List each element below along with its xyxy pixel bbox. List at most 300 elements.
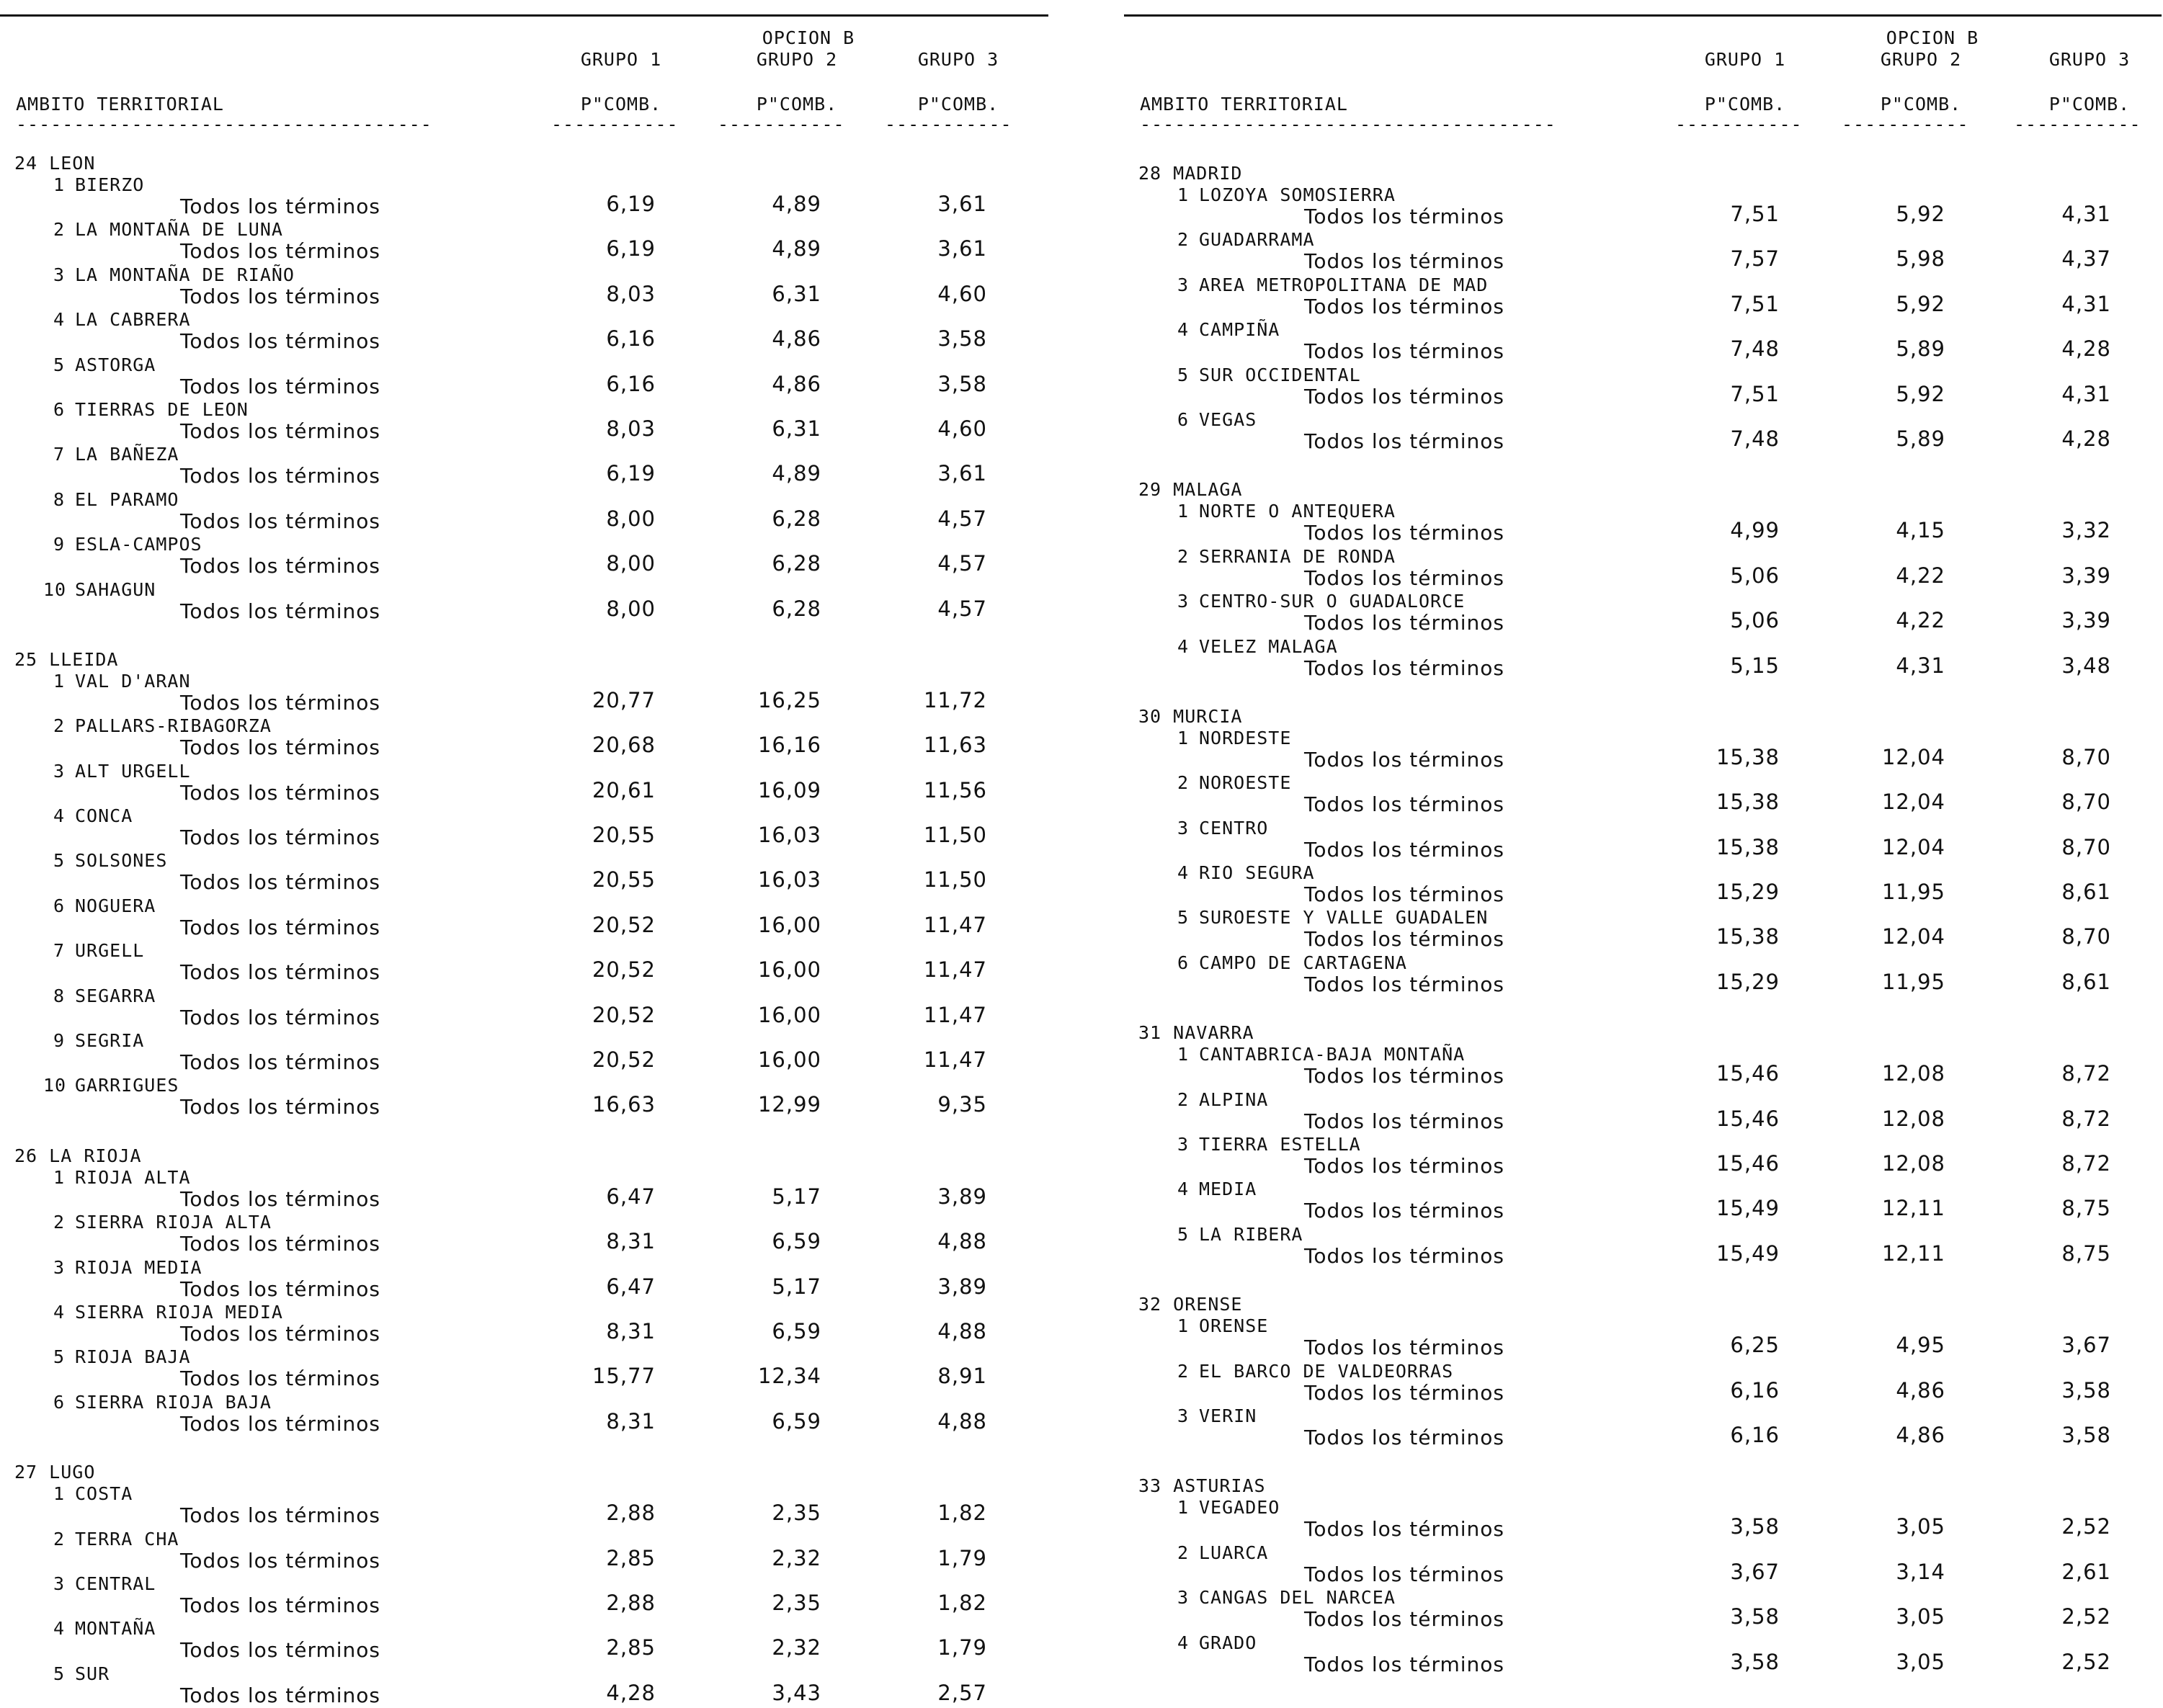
group1-value: 15,77 (592, 1364, 656, 1389)
district-number: 3 (53, 760, 65, 782)
district-row (0, 1346, 1052, 1391)
group1-value: 8,00 (606, 551, 656, 576)
term-label: Todos los términos (180, 195, 381, 218)
district-number: 7 (53, 444, 65, 465)
group2-value: 5,17 (772, 1274, 821, 1299)
province-spacer (0, 1436, 1052, 1462)
district-name: NORTE O ANTEQUERA (1199, 501, 1396, 522)
group3-value: 4,57 (937, 506, 987, 531)
district-number: 5 (53, 850, 65, 872)
district-label (43, 489, 179, 510)
district-number: 3 (1177, 1134, 1189, 1155)
group2-value: 12,08 (1881, 1151, 1945, 1176)
group2-value: 2,35 (772, 1501, 821, 1526)
group3-value: 2,61 (2061, 1559, 2111, 1584)
province-heading (0, 1145, 1052, 1167)
group3-value: 8,61 (2061, 880, 2111, 905)
district-name: MONTAÑA (75, 1618, 156, 1640)
district-label (43, 761, 191, 782)
district-name: SIERRA RIOJA ALTA (75, 1212, 272, 1233)
term-label: Todos los términos (180, 1548, 381, 1573)
district-label (1167, 1632, 1257, 1653)
district-name: GRADO (1199, 1632, 1257, 1653)
district-row (0, 985, 1052, 1030)
term-label: Todos los términos (1304, 792, 1505, 817)
group3-underline: ----------- (885, 114, 1012, 135)
group3-value: 8,75 (2061, 1196, 2111, 1221)
province-name: LA RIOJA (49, 1145, 142, 1166)
group2-value: 3,05 (1896, 1649, 1945, 1674)
right-column (1124, 0, 2163, 1690)
province-spacer (1124, 997, 2163, 1022)
group2-value: 4,95 (1896, 1333, 1945, 1358)
district-number: 5 (1177, 364, 1189, 385)
group1-value: 8,00 (606, 596, 656, 621)
district-row (1124, 728, 2163, 772)
district-number: 9 (53, 534, 65, 555)
group3-value: 4,28 (2061, 426, 2111, 451)
term-label: Todos los términos (180, 1503, 381, 1528)
group1-value: 15,38 (1716, 924, 1780, 949)
group2-value: 6,31 (772, 416, 821, 441)
district-name: SUR (75, 1663, 110, 1684)
province-spacer (0, 1120, 1052, 1145)
district-label (43, 1618, 156, 1639)
district-label (1167, 591, 1465, 612)
group2-value: 5,98 (1896, 246, 1945, 272)
group3-value: 1,79 (937, 1545, 987, 1570)
group3-value: 1,82 (937, 1501, 987, 1526)
group2-value: 3,43 (772, 1680, 821, 1705)
term-label: Todos los términos (180, 780, 381, 805)
term-label: Todos los términos (1304, 339, 1505, 364)
term-label: Todos los términos (180, 1005, 381, 1029)
district-row (0, 219, 1052, 264)
group2-value: 4,89 (772, 236, 821, 261)
group1-value: 2,88 (606, 1501, 656, 1526)
group1-value: 6,19 (606, 461, 656, 486)
group2-value: 3,05 (1896, 1604, 1945, 1629)
district-name: RIOJA MEDIA (75, 1256, 202, 1278)
group1-value: 7,51 (1730, 381, 1780, 406)
group1-value: 4,28 (606, 1680, 656, 1705)
district-label (1167, 501, 1396, 522)
district-name: SEGARRA (75, 985, 156, 1006)
group2-value: 12,08 (1881, 1106, 1945, 1131)
district-label (43, 354, 156, 375)
group1-value: 5,15 (1730, 653, 1780, 678)
group1-header: GRUPO 1 (580, 49, 662, 70)
group3-value: 3,58 (2061, 1422, 2111, 1447)
term-label: Todos los términos (1304, 565, 1505, 590)
district-number: 4 (1177, 635, 1189, 657)
group3-value: 8,72 (2061, 1151, 2111, 1176)
district-number: 1 (1177, 501, 1189, 522)
district-row (1124, 952, 2163, 997)
left-table-body (0, 153, 1052, 1708)
group3-value: 1,79 (937, 1635, 987, 1660)
district-label (43, 805, 133, 826)
group2-value: 4,86 (1896, 1377, 1945, 1403)
term-label: Todos los términos (180, 1276, 381, 1301)
term-label: Todos los términos (180, 464, 381, 488)
district-label (43, 895, 156, 916)
district-name: RIO SEGURA (1199, 862, 1315, 884)
group2-value: 11,95 (1881, 880, 1945, 905)
district-row (0, 1302, 1052, 1346)
group2-value: 16,09 (757, 777, 821, 802)
province-code: 24 (14, 153, 38, 174)
group2-header: GRUPO 2 (756, 49, 838, 70)
term-label: Todos los términos (1304, 1109, 1505, 1133)
district-name: LUARCA (1199, 1542, 1269, 1563)
group3-value: 4,57 (937, 596, 987, 621)
province-name: MURCIA (1173, 705, 1243, 727)
province-code: 30 (1138, 705, 1162, 727)
district-number: 5 (1177, 907, 1189, 929)
district-name: TERRA CHA (75, 1528, 179, 1550)
district-row (0, 1618, 1052, 1663)
district-label (43, 1302, 283, 1323)
term-label: Todos los términos (1304, 1517, 1505, 1542)
district-name: RIOJA BAJA (75, 1346, 191, 1368)
term-label: Todos los términos (1304, 1064, 1505, 1088)
district-number: 2 (1177, 545, 1189, 567)
district-label (43, 1167, 191, 1188)
district-row (1124, 229, 2163, 274)
group1-value: 15,49 (1716, 1240, 1780, 1266)
group1-underline: ----------- (551, 114, 679, 135)
district-label (43, 309, 191, 330)
term-label: Todos los términos (1304, 294, 1505, 318)
group1-value: 6,19 (606, 192, 656, 216)
district-name: EL BARCO DE VALDEORRAS (1199, 1360, 1454, 1382)
province-heading (1124, 479, 2163, 501)
term-label: Todos los términos (180, 1367, 381, 1391)
district-name: GARRIGUES (75, 1075, 179, 1096)
group2-value: 16,00 (757, 1002, 821, 1027)
district-name: BIERZO (75, 174, 145, 195)
district-number: 2 (1177, 1088, 1189, 1110)
province-code: 28 (1138, 163, 1162, 184)
group1-value: 15,46 (1716, 1061, 1780, 1086)
district-row (0, 1257, 1052, 1302)
district-label (43, 1529, 179, 1550)
group1-value: 8,31 (606, 1229, 656, 1254)
district-name: MEDIA (1199, 1179, 1257, 1200)
district-name: CANGAS DEL NARCEA (1199, 1587, 1396, 1609)
district-number: 2 (1177, 1542, 1189, 1563)
district-row (0, 1663, 1052, 1708)
group3-value: 8,70 (2061, 924, 2111, 949)
district-label (1167, 546, 1396, 567)
district-name: SIERRA RIOJA BAJA (75, 1391, 272, 1413)
group3-value: 8,70 (2061, 834, 2111, 859)
group3-value: 3,61 (937, 461, 987, 486)
group1-value: 5,06 (1730, 563, 1780, 588)
district-name: TIERRAS DE LEON (75, 398, 249, 420)
group2-value: 2,32 (772, 1635, 821, 1660)
district-label (43, 219, 283, 240)
group1-value: 7,51 (1730, 291, 1780, 316)
term-label: Todos los términos (180, 1050, 381, 1075)
district-number: 4 (1177, 319, 1189, 341)
district-label (1167, 1315, 1268, 1336)
district-row (1124, 772, 2163, 817)
group2-value: 12,04 (1881, 744, 1945, 769)
group2-value: 4,31 (1896, 653, 1945, 678)
province-name: NAVARRA (1173, 1022, 1254, 1044)
group1-value: 15,38 (1716, 790, 1780, 815)
province-heading (0, 153, 1052, 174)
district-number: 3 (1177, 274, 1189, 295)
group3-value: 8,91 (937, 1364, 987, 1389)
group2-value: 16,00 (757, 957, 821, 983)
district-label (43, 940, 144, 961)
term-label: Todos los términos (180, 1638, 381, 1663)
district-row (0, 1483, 1052, 1528)
term-label: Todos los términos (180, 374, 381, 398)
group3-value: 3,58 (2061, 1377, 2111, 1403)
group1-value: 2,88 (606, 1590, 656, 1615)
term-label: Todos los términos (1304, 837, 1505, 862)
district-name: VEGAS (1199, 408, 1257, 430)
district-number: 3 (53, 1256, 65, 1278)
district-number: 2 (53, 715, 65, 737)
district-row (0, 399, 1052, 444)
group3-header: GRUPO 3 (2048, 49, 2131, 70)
district-number: 2 (1177, 772, 1189, 794)
group2-unit: P"COMB. (756, 94, 838, 115)
group3-header: GRUPO 3 (917, 49, 999, 70)
district-row (1124, 501, 2163, 545)
term-label: Todos los términos (180, 554, 381, 578)
district-name: LA MONTAÑA DE LUNA (75, 219, 283, 241)
territory-header: AMBITO TERRITORIAL (1140, 94, 1348, 115)
group3-value: 8,75 (2061, 1240, 2111, 1266)
district-name: NORDESTE (1199, 727, 1292, 748)
province-code: 33 (1138, 1475, 1162, 1497)
group3-value: 11,63 (923, 733, 987, 758)
district-name: ESLA-CAMPOS (75, 534, 202, 555)
group3-value: 8,61 (2061, 969, 2111, 994)
group2-value: 4,89 (772, 461, 821, 486)
group2-value: 6,28 (772, 506, 821, 531)
group1-value: 15,38 (1716, 744, 1780, 769)
group1-value: 6,25 (1730, 1333, 1780, 1358)
term-label: Todos los términos (180, 1683, 381, 1707)
group2-value: 4,22 (1896, 608, 1945, 633)
group1-value: 6,16 (1730, 1422, 1780, 1447)
district-number: 2 (53, 1528, 65, 1550)
group2-value: 16,25 (757, 687, 821, 712)
province-code: 31 (1138, 1022, 1162, 1044)
district-number: 3 (1177, 817, 1189, 839)
district-row (0, 309, 1052, 354)
group2-value: 12,04 (1881, 834, 1945, 859)
district-number: 7 (53, 940, 65, 962)
district-name: LOZOYA SOMOSIERRA (1199, 184, 1396, 205)
term-label: Todos los términos (180, 1095, 381, 1119)
group3-value: 8,70 (2061, 790, 2111, 815)
district-name: LA CABRERA (75, 309, 191, 331)
group3-value: 3,48 (2061, 653, 2111, 678)
district-label (1167, 818, 1268, 839)
district-name: GUADARRAMA (1199, 229, 1315, 251)
group2-value: 6,31 (772, 281, 821, 306)
district-row (0, 805, 1052, 850)
province-code: 26 (14, 1145, 38, 1166)
group1-value: 15,29 (1716, 969, 1780, 994)
group2-unit: P"COMB. (1880, 94, 1962, 115)
group2-value: 6,28 (772, 551, 821, 576)
group3-value: 3,61 (937, 192, 987, 216)
district-label (1167, 1587, 1396, 1608)
district-label (43, 715, 272, 736)
district-row (0, 1075, 1052, 1119)
district-number: 4 (53, 309, 65, 331)
district-row (1124, 1361, 2163, 1405)
province-heading (1124, 706, 2163, 728)
province-name: ORENSE (1173, 1294, 1243, 1315)
province-code: 25 (14, 648, 38, 670)
term-label: Todos los términos (180, 1232, 381, 1256)
district-name: ASTORGA (75, 354, 156, 375)
group3-value: 8,70 (2061, 744, 2111, 769)
group1-value: 7,51 (1730, 202, 1780, 226)
group2-value: 16,00 (757, 1047, 821, 1073)
term-label: Todos los términos (180, 1321, 381, 1346)
term-label: Todos los términos (180, 1186, 381, 1211)
district-row (0, 1167, 1052, 1212)
group3-value: 4,31 (2061, 291, 2111, 316)
group2-value: 6,59 (772, 1408, 821, 1434)
province-spacer (1124, 681, 2163, 706)
province-code: 29 (1138, 479, 1162, 501)
district-row (1124, 636, 2163, 681)
district-row (1124, 1405, 2163, 1450)
district-row (0, 1212, 1052, 1256)
district-name: SERRANIA DE RONDA (1199, 545, 1396, 567)
district-number: 4 (1177, 862, 1189, 884)
district-name: SIERRA RIOJA MEDIA (75, 1301, 283, 1323)
district-label (43, 1663, 110, 1684)
group2-underline: ----------- (718, 114, 845, 135)
district-name: CENTRAL (75, 1573, 156, 1594)
district-number: 6 (1177, 952, 1189, 973)
district-row (1124, 1044, 2163, 1088)
province-name: ASTURIAS (1173, 1475, 1266, 1497)
group3-value: 8,72 (2061, 1106, 2111, 1131)
province-spacer (0, 624, 1052, 649)
group1-unit: P"COMB. (1704, 94, 1786, 115)
district-number: 1 (53, 670, 65, 692)
group1-value: 8,31 (606, 1408, 656, 1434)
group1-value: 20,52 (592, 912, 656, 937)
district-name: AREA METROPOLITANA DE MAD (1199, 274, 1489, 295)
district-label (43, 534, 202, 555)
group1-value: 15,38 (1716, 834, 1780, 859)
district-number: 4 (53, 1618, 65, 1640)
province-heading (1124, 163, 2163, 184)
district-label (1167, 1361, 1453, 1382)
group1-value: 2,85 (606, 1635, 656, 1660)
district-row (0, 671, 1052, 715)
group1-value: 5,06 (1730, 608, 1780, 633)
district-number: 5 (53, 354, 65, 375)
group2-value: 5,17 (772, 1184, 821, 1209)
group3-value: 3,58 (937, 326, 987, 352)
district-number: 2 (1177, 1360, 1189, 1382)
district-name: VELEZ MALAGA (1199, 635, 1338, 657)
group1-value: 6,16 (1730, 1377, 1780, 1403)
group2-value: 12,11 (1881, 1240, 1945, 1266)
district-label (43, 399, 249, 420)
province-spacer (1124, 1269, 2163, 1294)
district-label (1167, 1134, 1361, 1155)
group3-value: 2,52 (2061, 1649, 2111, 1674)
group3-value: 3,32 (2061, 518, 2111, 543)
district-number: 2 (1177, 229, 1189, 251)
district-row (1124, 1497, 2163, 1542)
term-label: Todos los términos (180, 509, 381, 533)
group2-value: 5,92 (1896, 381, 1945, 406)
district-number: 3 (53, 264, 65, 285)
district-name: COSTA (75, 1483, 133, 1505)
district-label (1167, 952, 1407, 973)
group2-value: 4,22 (1896, 563, 1945, 588)
district-row (1124, 1134, 2163, 1179)
term-label: Todos los términos (180, 419, 381, 443)
group3-value: 11,47 (923, 912, 987, 937)
group3-value: 3,61 (937, 236, 987, 261)
district-row (0, 174, 1052, 219)
group2-value: 4,15 (1896, 518, 1945, 543)
group2-value: 12,99 (757, 1092, 821, 1117)
group1-value: 3,58 (1730, 1604, 1780, 1629)
top-rule (1124, 14, 2162, 17)
term-label: Todos los términos (180, 735, 381, 760)
group1-value: 8,03 (606, 416, 656, 441)
group3-value: 8,72 (2061, 1061, 2111, 1086)
term-label: Todos los términos (180, 1411, 381, 1436)
province-name: LLEIDA (49, 648, 119, 670)
group2-value: 12,34 (757, 1364, 821, 1389)
term-label: Todos los términos (1304, 1607, 1505, 1632)
district-row (1124, 1179, 2163, 1223)
district-name: LA RIBERA (1199, 1223, 1303, 1245)
group2-value: 3,14 (1896, 1559, 1945, 1584)
group2-value: 4,86 (772, 326, 821, 352)
province-name: MADRID (1173, 163, 1243, 184)
group3-value: 3,39 (2061, 563, 2111, 588)
group3-value: 4,31 (2061, 381, 2111, 406)
group3-value: 11,50 (923, 823, 987, 848)
group3-underline: ----------- (2014, 114, 2141, 135)
group1-value: 20,77 (592, 687, 656, 712)
district-number: 6 (53, 895, 65, 916)
district-name: TIERRA ESTELLA (1199, 1134, 1361, 1155)
group2-value: 16,03 (757, 823, 821, 848)
group3-value: 4,88 (937, 1229, 987, 1254)
group2-value: 12,04 (1881, 790, 1945, 815)
district-number: 3 (1177, 591, 1189, 612)
district-row (0, 940, 1052, 985)
district-name: URGELL (75, 940, 145, 962)
district-number: 6 (53, 1391, 65, 1413)
district-label (43, 1212, 272, 1233)
district-name: VAL D'ARAN (75, 670, 191, 692)
